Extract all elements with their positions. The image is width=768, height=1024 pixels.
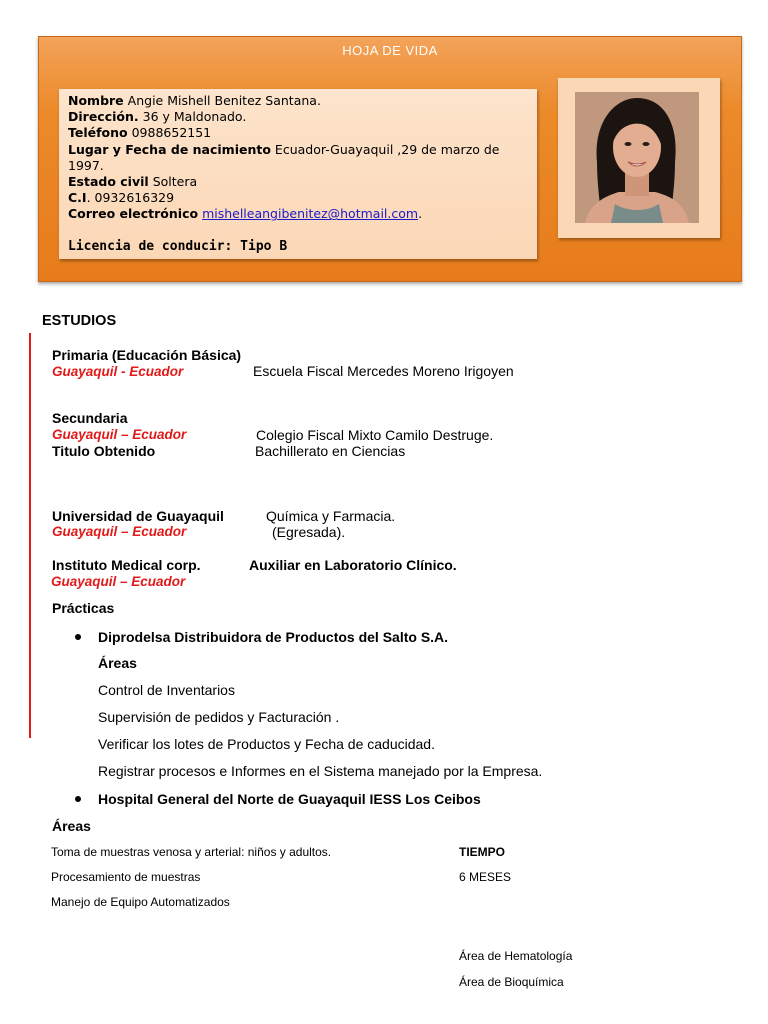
driver-license: Licencia de conducir: Tipo B bbox=[68, 239, 288, 254]
area-right: Área de Bioquímica bbox=[459, 975, 564, 989]
internship-1-area: Verificar los lotes de Productos y Fecha de caducidad. bbox=[98, 736, 435, 752]
address-line bbox=[68, 109, 508, 125]
profile-photo bbox=[575, 92, 699, 223]
phone-label: Teléfono bbox=[68, 125, 128, 141]
degree-value: Bachillerato en Ciencias bbox=[255, 443, 406, 459]
civil-status-line bbox=[68, 174, 508, 190]
primary-school: Escuela Fiscal Mercedes Moreno Irigoyen bbox=[253, 363, 514, 379]
institute-title: Instituto Medical corp. bbox=[52, 557, 201, 573]
email-link[interactable]: mishelleangibenitez@hotmail.com bbox=[202, 206, 419, 222]
personal-info-box bbox=[59, 89, 537, 259]
degree-label: Titulo Obtenido bbox=[52, 443, 156, 459]
ci-value: . 0932616329 bbox=[86, 190, 175, 206]
internship-1-area: Control de Inventarios bbox=[98, 682, 235, 698]
time-value: 6 MESES bbox=[459, 870, 512, 884]
civil-status-value: Soltera bbox=[152, 174, 198, 190]
name-line bbox=[68, 93, 508, 109]
internship-2-title: Hospital General del Norte de Guayaquil IESS Los Ceibos bbox=[98, 791, 481, 807]
email-label: Correo electrónico bbox=[68, 206, 199, 222]
address-label: Dirección. bbox=[68, 109, 139, 125]
ci-line bbox=[68, 190, 508, 206]
bullet-icon bbox=[75, 796, 81, 802]
internship-2-area: Manejo de Equipo Automatizados bbox=[51, 895, 230, 909]
ci-label: C.I bbox=[68, 190, 87, 206]
phone-line bbox=[68, 125, 508, 141]
institute-location: Guayaquil – Ecuador bbox=[51, 574, 186, 589]
address-value: 36 y Maldonado. bbox=[142, 109, 247, 125]
university-location: Guayaquil – Ecuador bbox=[52, 524, 187, 539]
primary-title: Primaria (Educación Básica) bbox=[52, 347, 242, 363]
birth-label: Lugar y Fecha de nacimiento bbox=[68, 141, 271, 157]
university-career: Química y Farmacia. bbox=[266, 508, 396, 524]
phone-value: 0988652151 bbox=[131, 125, 212, 141]
birth-value: Ecuador-Guayaquil ,29 de marzo de 1997. bbox=[68, 141, 500, 173]
birth-line bbox=[68, 142, 508, 174]
bullet-icon bbox=[75, 634, 81, 640]
studies-heading: ESTUDIOS bbox=[42, 313, 117, 329]
internship-2-area: Procesamiento de muestras bbox=[51, 870, 201, 884]
university-title: Universidad de Guayaquil bbox=[52, 508, 224, 524]
email-line bbox=[68, 206, 508, 222]
civil-status-label: Estado civil bbox=[68, 174, 149, 190]
email-end: . bbox=[418, 206, 423, 222]
institute-career: Auxiliar en Laboratorio Clínico. bbox=[249, 557, 457, 573]
name-label: Nombre bbox=[68, 93, 124, 108]
internship-1-areas-label: Áreas bbox=[98, 655, 137, 671]
photo-frame bbox=[558, 78, 720, 238]
internships-heading: Prácticas bbox=[52, 600, 115, 616]
name-value: Angie Mishell Benitez Santana. bbox=[127, 93, 321, 108]
cv-header bbox=[38, 36, 742, 282]
internship-2-area: Toma de muestras venosa y arterial: niños y adultos. bbox=[51, 845, 332, 859]
secondary-title: Secundaria bbox=[52, 410, 128, 426]
page-title: HOJA DE VIDA bbox=[342, 43, 438, 58]
area-right: Área de Hematología bbox=[459, 949, 573, 963]
internship-1-area: Supervisión de pedidos y Facturación . bbox=[98, 709, 340, 725]
internship-1-title: Diprodelsa Distribuidora de Productos del Salto S.A. bbox=[98, 629, 449, 645]
time-label: TIEMPO bbox=[459, 845, 506, 859]
primary-location: Guayaquil - Ecuador bbox=[52, 364, 184, 379]
internship-1-area: Registrar procesos e Informes en el Sistema manejado por la Empresa. bbox=[98, 763, 543, 779]
secondary-school: Colegio Fiscal Mixto Camilo Destruge. bbox=[256, 427, 494, 443]
secondary-location: Guayaquil – Ecuador bbox=[52, 427, 187, 442]
red-margin-line bbox=[29, 333, 31, 738]
internship-2-areas-label: Áreas bbox=[52, 818, 91, 834]
university-status: (Egresada). bbox=[272, 524, 346, 540]
portrait-illustration bbox=[575, 92, 699, 223]
